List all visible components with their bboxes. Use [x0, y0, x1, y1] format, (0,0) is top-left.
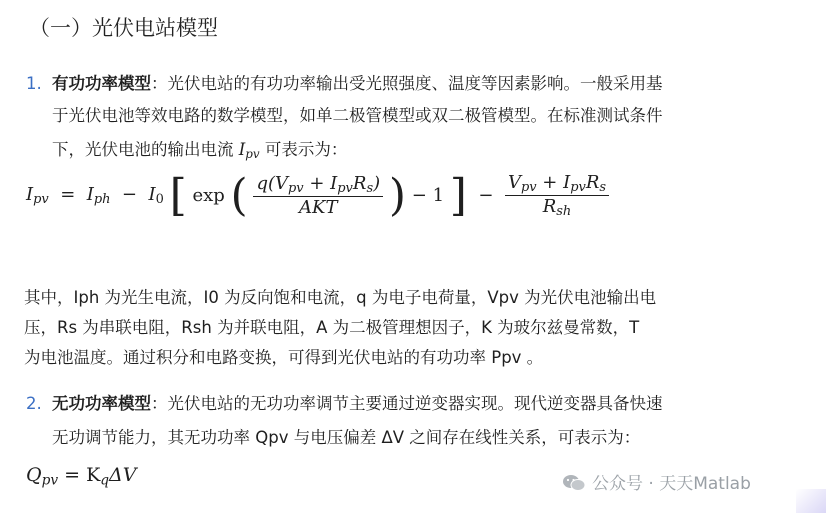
watermark: [562, 469, 751, 494]
equation-pv-current: $I_{pv} = I_{ph} - I_0$ [ exp ( $\frac{q(V_{pv} + I_{pv}R_s)}{\text{AKT}}$ ) − 1 ] − $\frac{V_{pv} + I_{pv}R_s}{R_{sh}}$: [26, 170, 666, 238]
item-text: 可表示为：: [259, 140, 348, 159]
exp-function: exp: [192, 185, 225, 206]
math-Ipv: $I_{pv}$: [238, 140, 260, 161]
list-item-reactive-power: [26, 389, 806, 419]
list-number: 1.: [26, 74, 42, 93]
watermark-text: 公众号 · 天天Matlab: [592, 474, 751, 494]
equation-reactive-power: $Q_{pv} = K_q\Delta V$: [26, 464, 137, 489]
fraction-exponent: $\frac{q(V_{pv} + I_{pv}R_s)}{\text{AKT}}$: [253, 173, 383, 218]
paragraph-line1: 其中，Iph 为光生电流，I0 为反向饱和电流，q 为电子电荷量，Vpv 为光伏电池输出电: [24, 288, 657, 307]
list-number: 2.: [26, 394, 42, 413]
item-title: 有功功率模型: [52, 74, 151, 93]
item-text-line3: [26, 135, 826, 169]
paragraph-line2: 压，Rs 为串联电阻，Rsh 为并联电阻，A 为二极管理想因子，K 为玻尔兹曼常数，T: [24, 318, 640, 337]
item-text-line2: [26, 423, 826, 453]
item-text-line1: ：光伏电站的无功功率调节主要通过逆变器实现。现代逆变器具备快速: [151, 394, 663, 413]
item-text: 于光伏电池等效电路的数学模型，如单二极管模型或双二极管模型。在标准测试条件: [52, 106, 663, 125]
item-text: 无功调节能力，其无功功率 Qpv 与电压偏差 ΔV 之间存在线性关系，可表示为：: [52, 428, 641, 447]
corner-decoration: [796, 489, 826, 513]
wechat-icon: [562, 474, 586, 492]
section-heading: （一）光伏电站模型: [29, 16, 218, 40]
fraction-shunt: $\frac{V_{pv} + I_{pv}R_s}{R_{sh}}$: [505, 172, 609, 219]
item-text: 下，光伏电池的输出电流: [52, 140, 239, 159]
item-text-line2: [26, 101, 826, 131]
item-title: 无功功率模型: [52, 394, 151, 413]
list-item-active-power: [26, 69, 806, 99]
item-text-line1: ：光伏电站的有功功率输出受光照强度、温度等因素影响。一般采用基: [151, 74, 663, 93]
paragraph-line3: 为电池温度。通过积分和电路变换，可得到光伏电站的有功功率 Ppv 。: [24, 348, 544, 367]
